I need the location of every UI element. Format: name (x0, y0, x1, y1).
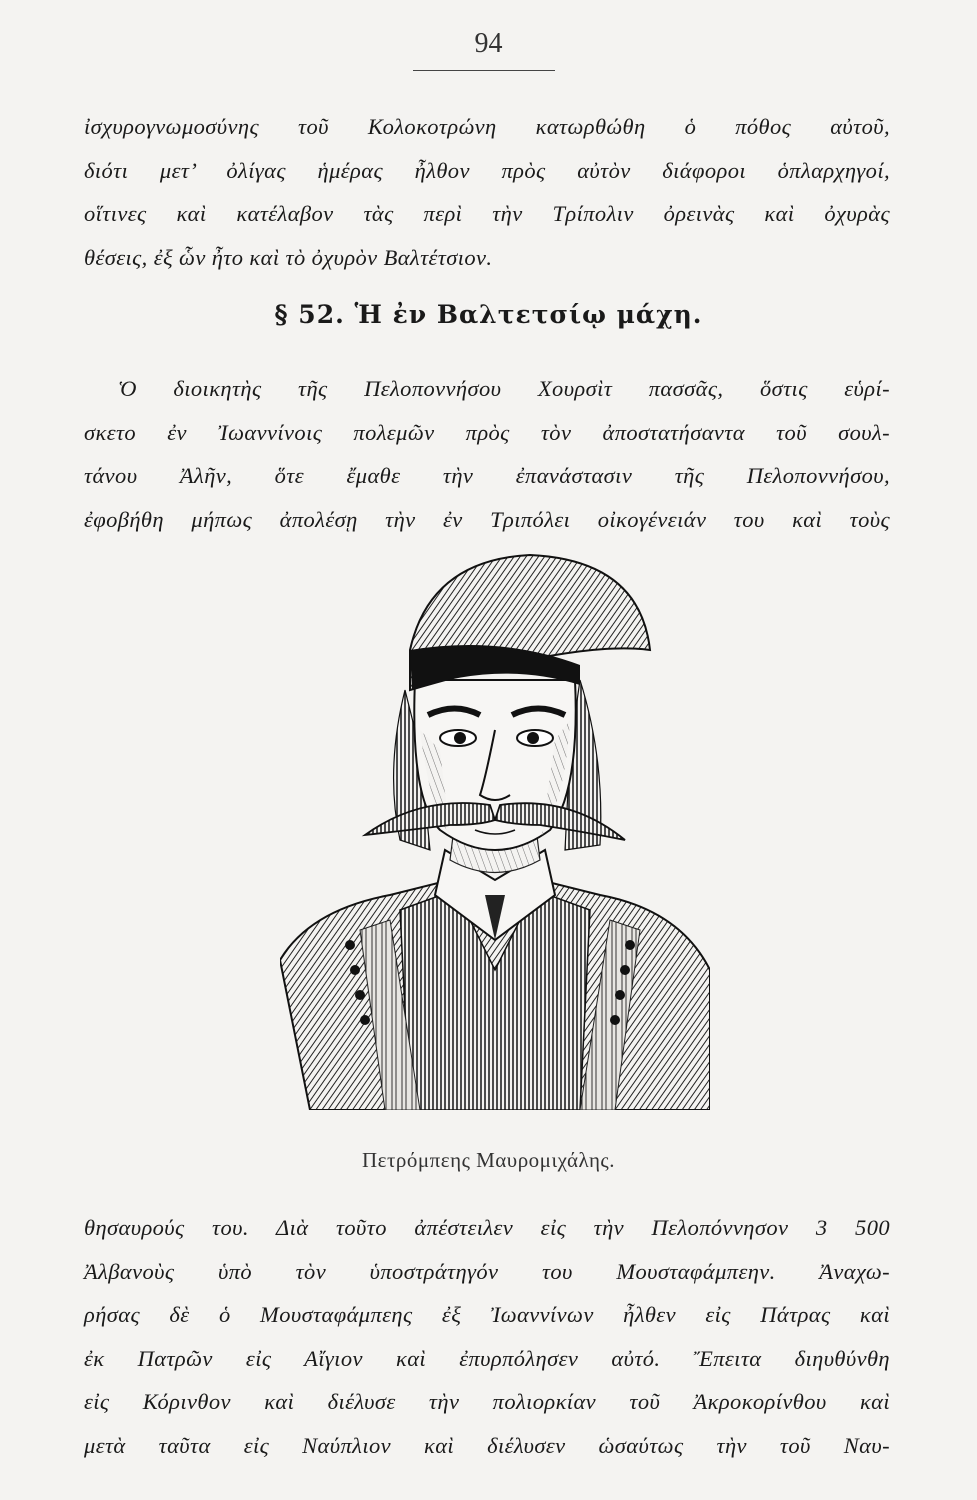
portrait-engraving (280, 550, 710, 1110)
text-line: σκετο ἐν Ἰωαννίνοις πολεμῶν πρὸς τὸν ἀποστατήσαντα τοῦ σουλ- (84, 419, 890, 445)
text-line: θέσεις, ἐξ ὧν ἦτο καὶ τὸ ὀχυρὸν Βαλτέτσιον. (84, 244, 493, 270)
text-line: ρήσας δὲ ὁ Μουσταφάμπεης ἐξ Ἰωαννίνων ἦλθεν εἰς Πάτρας καὶ (84, 1302, 890, 1327)
paragraph-3 (84, 1206, 890, 1467)
page-number: 94 (474, 28, 503, 59)
text-line: θησαυρούς του. Διὰ τοῦτο ἀπέστειλεν εἰς τὴν Πελοπόννησον 3 500 (84, 1215, 890, 1240)
text-line: οἵτινες καὶ κατέλαβον τὰς περὶ τὴν Τρίπολιν ὀρεινὰς καὶ ὀχυρὰς (84, 201, 890, 226)
text-line: Ὁ διοικητὴς τῆς Πελοποννήσου Χουρσὶτ πασσᾶς, ὅστις εὑρί- (118, 376, 890, 401)
header-rule (413, 70, 555, 71)
text-line: τάνου Ἀλῆν, ὅτε ἔμαθε τὴν ἐπανάστασιν τῆς Πελοποννήσου, (84, 463, 890, 488)
text-line: εἰς Κόρινθον καὶ διέλυσε τὴν πολιορκίαν τοῦ Ἀκροκορίνθου καὶ (84, 1389, 890, 1414)
text-line: ἐκ Πατρῶν εἰς Αἴγιον καὶ ἐπυρπόλησεν αὐτό. Ἔπειτα διηυθύνθη (84, 1345, 890, 1371)
paragraph-2 (84, 367, 890, 541)
portrait-illustration (280, 550, 710, 1110)
section-heading: § 52. Ἡ ἐν Βαλτετσίῳ μάχη. (274, 300, 703, 329)
text-line: ἰσχυρογνωμοσύνης τοῦ Κολοκοτρώνη κατωρθώθη ὁ πόθος αὐτοῦ, (84, 114, 890, 139)
text-line: ἐφοβήθη μήπως ἀπολέσῃ τὴν ἐν Τριπόλει οἰκογένειάν του καὶ τοὺς (84, 506, 890, 532)
text-line: μετὰ ταῦτα εἰς Ναύπλιον καὶ διέλυσεν ὡσαύτως τὴν τοῦ Ναυ- (84, 1432, 890, 1458)
text-line: Ἀλβανοὺς ὑπὸ τὸν ὑποστράτηγόν του Μουσταφάμπεην. Ἀναχω- (84, 1258, 890, 1284)
text-line: διότι μετ’ ὀλίγας ἡμέρας ἦλθον πρὸς αὐτὸν διάφοροι ὁπλαρχηγοί, (84, 157, 890, 183)
paragraph-1 (84, 105, 890, 279)
figure-caption: Πετρόμπεης Μαυρομιχάλης. (362, 1148, 615, 1172)
